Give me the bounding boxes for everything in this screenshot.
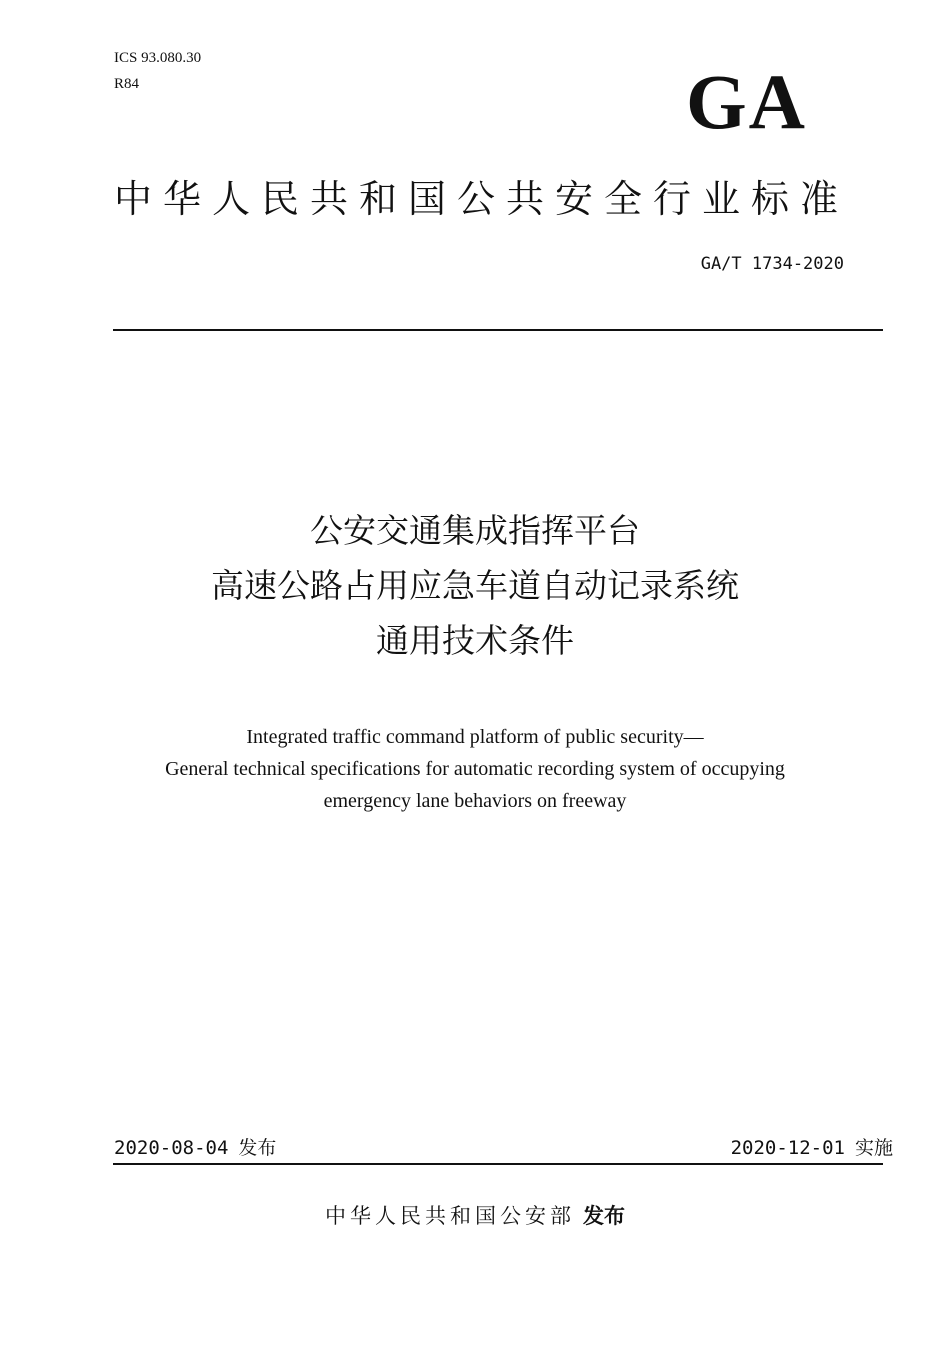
ccs-code: R84 [114,76,140,92]
top-divider [113,329,883,331]
issuer-name: 中华人民共和国公安部 [325,1204,575,1228]
ga-logo: GA [686,58,807,145]
implement-date-block [600,1136,893,1160]
implement-label: 实施 [854,1137,893,1159]
implement-date: 2020-12-01 [730,1137,845,1159]
english-title-line-3: emergency lane behaviors on freeway [323,790,627,812]
english-title-line-1: Integrated traffic command platform of public security— [246,726,704,748]
chinese-title-line-3: 通用技术条件 [376,621,574,660]
english-title-line-2: General technical specifications for automatic recording system of occupying [165,758,785,780]
standard-type: 中华人民共和国公共安全行业标准 [114,177,850,221]
standard-number: GA/T 1734-2020 [700,254,844,274]
ics-code: ICS 93.080.30 [114,50,202,66]
issue-date-block [114,1136,276,1160]
bottom-divider [113,1163,883,1165]
issuer-action: 发布 [583,1204,625,1228]
chinese-title-line-1: 公安交通集成指挥平台 [310,511,640,550]
chinese-title-line-2: 高速公路占用应急车道自动记录系统 [211,566,739,605]
issue-label: 发布 [238,1137,277,1159]
issuer-block [75,1202,875,1230]
issue-date: 2020-08-04 [114,1137,229,1159]
